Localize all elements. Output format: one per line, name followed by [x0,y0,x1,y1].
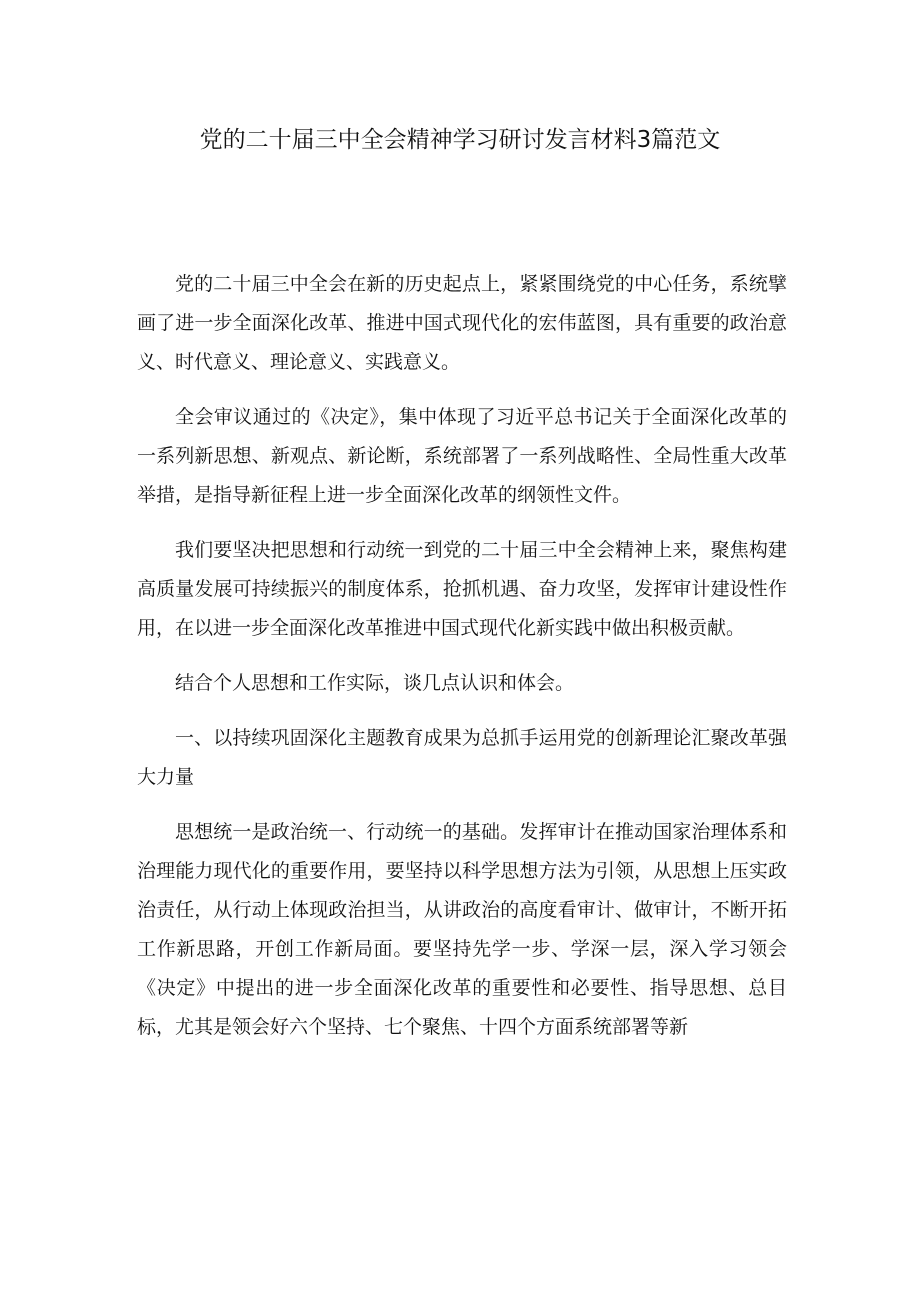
section-heading-1: 一、以持续巩固深化主题教育成果为总抓手运用党的创新理论汇聚改革强大力量 [137,727,787,788]
paragraph-intro: 党的二十届三中全会在新的历史起点上，紧紧围绕党的中心任务，系统擘画了进一步全面深化改革、推进中国式现代化的宏伟蓝图，具有重要的政治意义、时代意义、理论意义、实践意义。 [137,273,787,373]
paragraph-decision: 全会审议通过的《决定》，集中体现了习近平总书记关于全面深化改革的一系列新思想、新观点、新论断，系统部署了一系列战略性、全局性重大改革举措，是指导新征程上进一步全面深化改革的纲领性文件。 [137,406,787,506]
paragraph-transition: 结合个人思想和工作实际，谈几点认识和体会。 [175,672,575,694]
paragraph-commitment: 我们要坚决把思想和行动统一到党的二十届三中全会精神上来，聚焦构建高质量发展可持续振兴的制度体系，抢抓机遇、奋力攻坚，发挥审计建设性作用，在以进一步全面深化改革推进中国式现代化新实践中做出积极贡献。 [137,539,787,639]
document-title: 党的二十届三中全会精神学习研讨发言材料3篇范文 [199,127,721,153]
document-body [137,265,787,1063]
paragraph-section-1: 思想统一是政治统一、行动统一的基础。发挥审计在推动国家治理体系和治理能力现代化的重要作用，要坚持以科学思想方法为引领，从思想上压实政治责任，从行动上体现政治担当，从讲政治的高度看审计、做审计，不断开拓工作新思路，开创工作新局面。要坚持先学一步、学深一层，深入学习领会《决定》中提出的进一步全面深化改革的重要性和必要性、指导思想、总目标，尤其是领会好六个坚持、七个聚焦、十四个方面系统部署等新 [137,821,787,1038]
